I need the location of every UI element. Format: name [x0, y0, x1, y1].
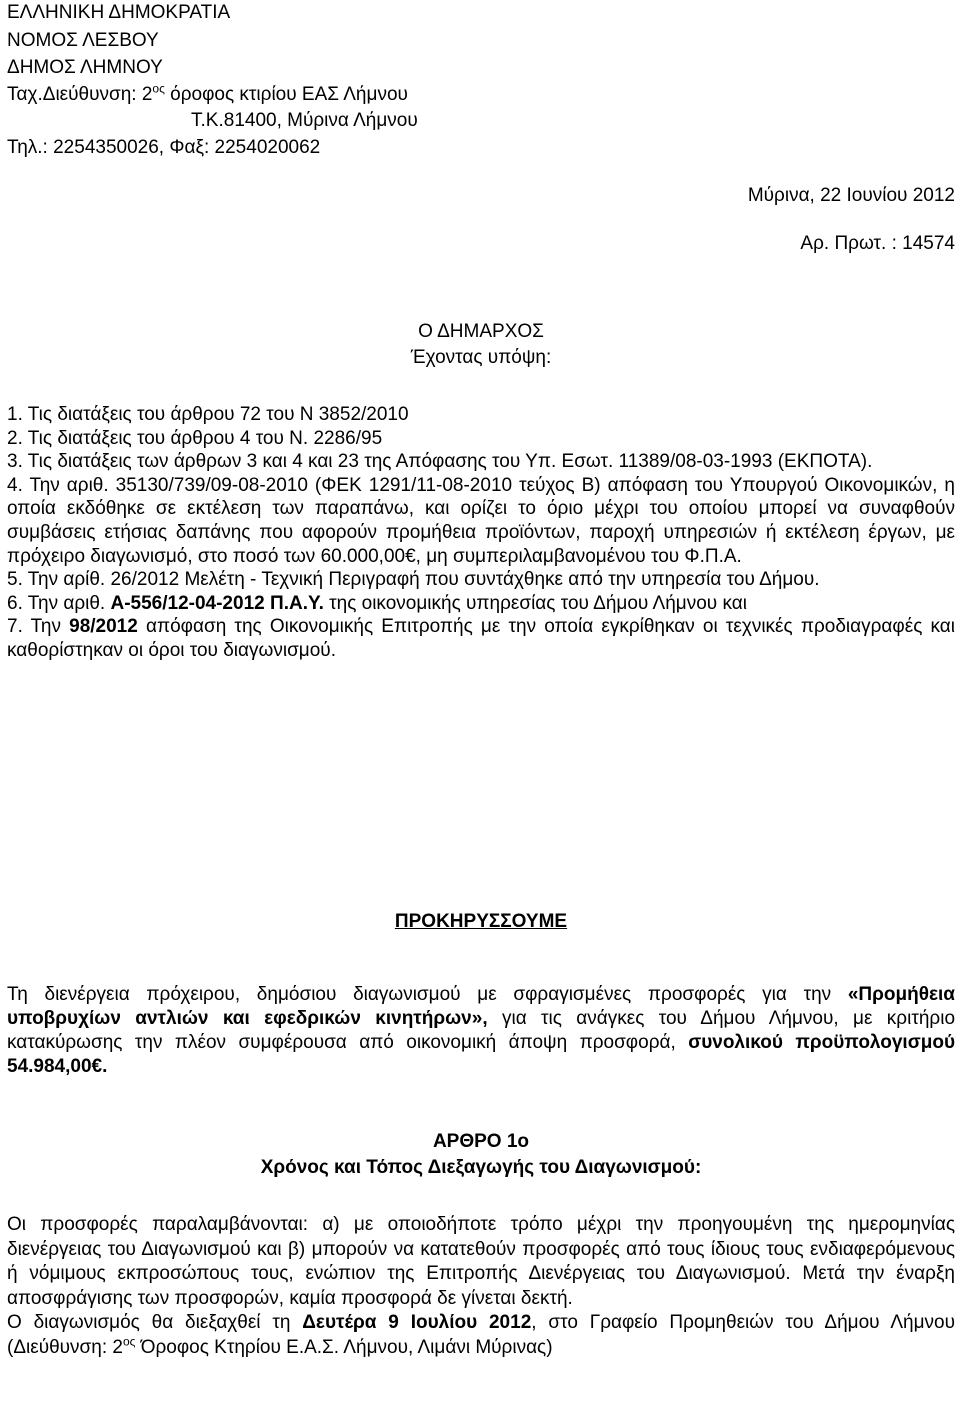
place-date: Μύρινα, 22 Ιουνίου 2012: [747, 185, 955, 206]
consideration-item: 3. Τις διατάξεις των άρθρων 3 και 4 και 23 της Απόφασης του Υπ. Εσωτ. 11389/08-03-1993 (ΕΚΠΟΤΑ).: [7, 451, 873, 473]
mayor-title: Ο ΔΗΜΑΡΧΟΣ: [418, 321, 544, 342]
consideration-item: [7, 615, 955, 662]
address-text-rest: όροφος κτιρίου ΕΑΣ Λήμνου: [164, 84, 408, 105]
article-paragraph: [7, 1311, 955, 1360]
intro-text: [7, 983, 955, 1079]
address-superscript: ος: [152, 81, 165, 96]
article-superscript: ος: [122, 1334, 136, 1349]
protocol-number: Αρ. Πρωτ. : 14574: [800, 233, 955, 254]
intro-text-part: για τις ανάγκες του Δήμου Λήμνου, με κριτήριο κατακύρωσης την πλέον συμφέρουσα από οικονομική άποψη προσφορά,: [7, 1008, 956, 1053]
header-line-3: ΔΗΜΟΣ ΛΗΜΝΟΥ: [7, 57, 163, 78]
item-bold-text: Α-556/12-04-2012 Π.Α.Υ.: [110, 592, 324, 614]
item-text: 7. Την: [7, 616, 70, 638]
item-text: 6. Την αριθ.: [7, 592, 111, 614]
article-text-part: , στο Γραφείο Προμηθειών του Δήμου Λήμνου (Διεύθυνση: 2: [7, 1312, 956, 1358]
header-line-1: ΕΛΛΗΝΙΚΗ ΔΗΜΟΚΡΑΤΙΑ: [7, 2, 231, 23]
article-title: Χρόνος και Τόπος Διεξαγωγής του Διαγωνισμού:: [260, 1157, 702, 1178]
header-phone: Τηλ.: 2254350026, Φαξ: 2254020062: [7, 137, 321, 158]
article-bold-part: Δευτέρα 9 Ιουλίου 2012: [302, 1312, 532, 1333]
considerations-list: [7, 403, 955, 663]
item-bold-text: 98/2012: [69, 616, 138, 638]
consideration-item: 2. Τις διατάξεις του άρθρου 4 του Ν. 2286/95: [7, 427, 383, 449]
intro-text-part: Τη διενέργεια πρόχειρου, δημόσιου διαγωνισμού με σφραγισμένες προσφορές για την: [7, 984, 848, 1005]
proclamation-heading: ΠΡΟΚΗΡΥΣΣΟΥΜΕ: [394, 911, 568, 932]
item-text: απόφαση της Οικονομικής Επιτροπής με την οποία εγκρίθηκαν οι τεχνικές προδιαγραφές και καθορίστηκαν οι όροι του διαγωνισμού.: [7, 616, 955, 661]
address-text: Ταχ.Διεύθυνση: 2: [7, 84, 153, 105]
considering-label: Έχοντας υπόψη:: [410, 347, 552, 368]
consideration-item: 5. Την αρίθ. 26/2012 Μελέτη - Τεχνική Περιγραφή που συντάχθηκε από την υπηρεσία του Δήμου.: [7, 569, 820, 591]
item-text: της οικονομικής υπηρεσίας του Δήμου Λήμνου και: [323, 592, 747, 614]
consideration-item: 1. Τις διατάξεις του άρθρου 72 του Ν 3852/2010: [7, 404, 409, 425]
article-body: [7, 1213, 955, 1360]
header-address: [7, 81, 408, 106]
article-text-part: Ο διαγωνισμός θα διεξαχθεί τη: [7, 1312, 303, 1333]
intro-bold-part: συνολικού προϋπολογισμού 54.984,00€.: [7, 1032, 955, 1077]
consideration-item: 4. Την αριθ. 35130/739/09-08-2010 (ΦΕΚ 1291/11-08-2010 τεύχος Β) απόφαση του Υπουργού Οικονομικών, η οποία εκδόθηκε σε εκτέλεση των παραπάνω, και ορίζει το όριο μέχρι του οποίου μπορεί να συναφθούν συμβάσεις ετήσιας δαπάνης που αφορούν προμήθεια προϊόντων, παροχή υπηρεσιών ή εκτέλεση έργων, με πρόχειρο διαγωνισμό, στο ποσό των 60.000,00€, μη συμπεριλαμβανομένου του Φ.Π.Α.: [7, 474, 955, 567]
article-paragraph: Οι προσφορές παραλαμβάνονται: α) με οποιοδήποτε τρόπο μέχρι την προηγουμένη της ημερομηνίας διενέργειας του Διαγωνισμού και β) μπορούν να κατατεθούν προσφορές από τους ίδιους τους ενδιαφερόμενους ή νόμιμους εκπροσώπους τους, ενώπιον της Επιτροπής Διενέργειας του Διαγωνισμού. Μετά την έναρξη αποσφράγισης των προσφορών, καμία προσφορά δε γίνεται δεκτή.: [7, 1214, 955, 1309]
intro-paragraph: [7, 983, 955, 1079]
article-number: ΑΡΘΡΟ 1ο: [432, 1131, 530, 1152]
header-postal: Τ.Κ.81400, Μύρινα Λήμνου: [191, 110, 418, 131]
article-text-part: Όροφος Κτηρίου Ε.Α.Σ. Λήμνου, Λιμάνι Μύρινας): [135, 1336, 553, 1358]
consideration-item: [7, 592, 955, 616]
header-line-2: ΝΟΜΟΣ ΛΕΣΒΟΥ: [7, 30, 159, 51]
intro-bold-part: «Προμήθεια υποβρυχίων αντλιών και εφεδρικών κινητήρων»,: [7, 984, 955, 1029]
